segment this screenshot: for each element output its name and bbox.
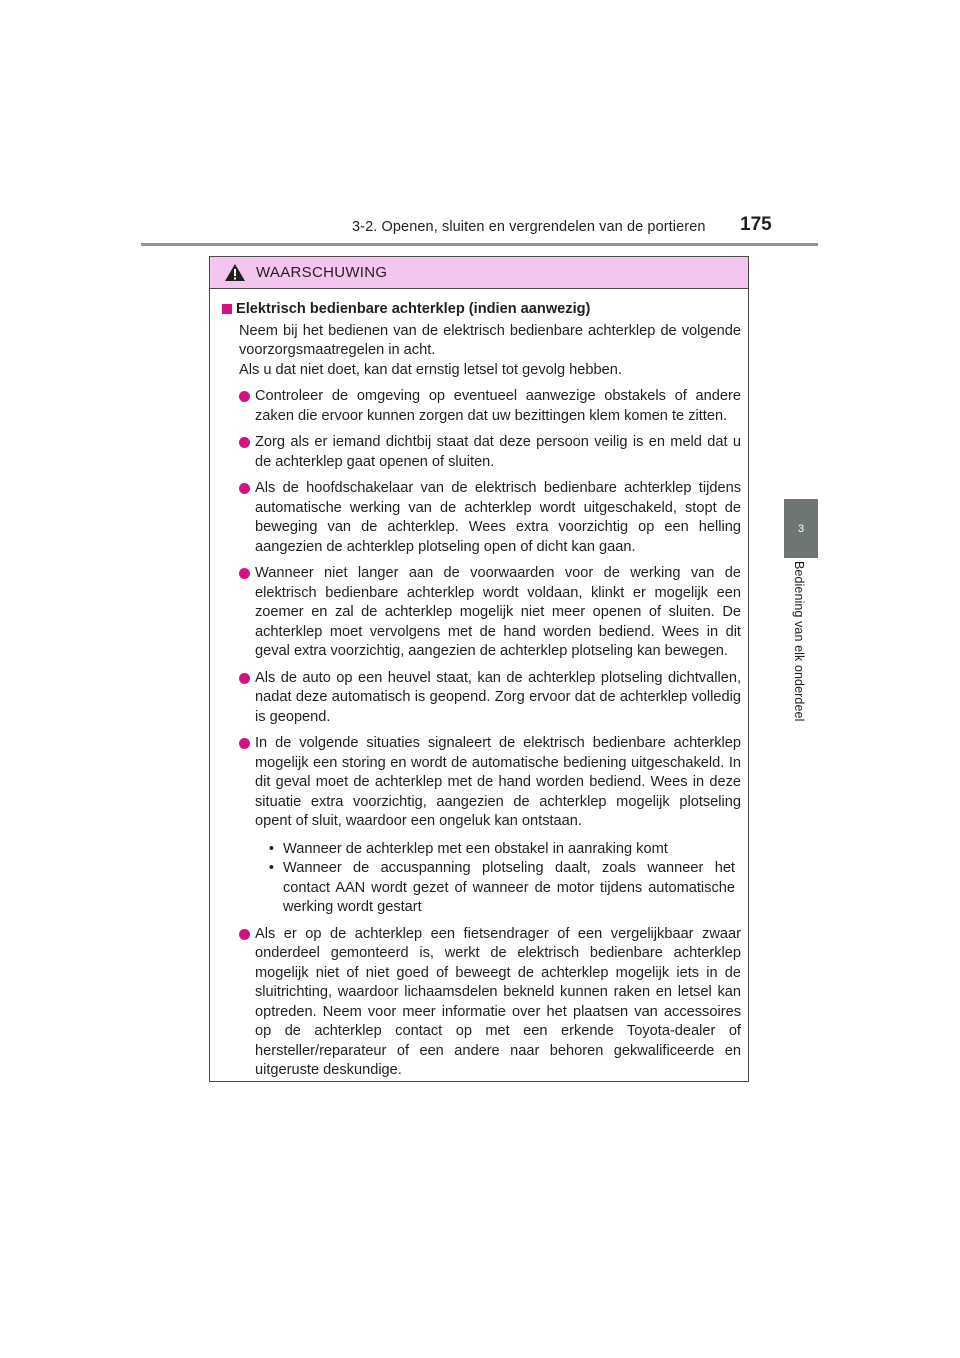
bullet-dot-icon bbox=[239, 568, 250, 579]
bullet-text: Controleer de omgeving op eventueel aanwezige obstakels of andere zaken die ervoor kunnen zorgen dat uw bezittingen klem komen te zitten. bbox=[255, 388, 741, 424]
bullet-item bbox=[221, 479, 741, 557]
chapter-tab bbox=[784, 499, 818, 558]
bullet-dot-icon bbox=[239, 483, 250, 494]
page-number: 175 bbox=[740, 214, 772, 235]
intro-paragraph: Als u dat niet doet, kan dat ernstig letsel tot gevolg hebben. bbox=[239, 361, 622, 378]
warning-title: WAARSCHUWING bbox=[256, 264, 388, 281]
warning-content bbox=[210, 289, 748, 1081]
bullet-item bbox=[221, 433, 741, 472]
bullet-text: In de volgende situaties signaleert de elektrisch bedienbare achterklep mogelijk een storing en wordt de automatische bediening uitgeschakeld. In dit geval moet de achterklep met de hand worden bediend. Wees in deze situatie extra voorzichtig, aangezien de achterklep mogelijk plotseling opent of sluit, waardoor een ongeluk kan ontstaan. bbox=[255, 735, 741, 829]
chapter-label: Bediening van elk onderdeel bbox=[792, 561, 806, 722]
chapter-number: 3 bbox=[797, 522, 805, 535]
sub-list-item bbox=[221, 840, 741, 860]
header-divider bbox=[141, 243, 818, 246]
warning-heading-text: Elektrisch bedienbare achterklep (indien aanwezig) bbox=[236, 301, 591, 317]
bullet-item bbox=[221, 387, 741, 426]
sub-list-text: Wanneer de achterklep met een obstakel in aanraking komt bbox=[283, 840, 668, 857]
bullet-text: Zorg als er iemand dichtbij staat dat deze persoon veilig is en meld dat u de achterklep gaat openen of sluiten. bbox=[255, 434, 741, 470]
bullet-dot-icon bbox=[239, 738, 250, 749]
bullet-text: Als er op de achterklep een fietsendrager of een vergelijkbaar zwaar onderdeel gemonteerd is, werkt de elektrisch bedienbare achterklep mogelijk niet of niet goed of beweegt de achterklep mogelijk iets in de sluitrichting, waardoor lichaamsdelen bekneld kunnen raken en letsel kan optreden. Neem voor meer informatie over het plaatsen van accessoires op de achterklep contact op met een erkende Toyota-dealer of hersteller/reparateur of een andere naar behoren gekwalificeerde en uitgeruste deskundige. bbox=[255, 925, 741, 1078]
sub-list-text: Wanneer de accuspanning plotseling daalt, zoals wanneer het contact AAN wordt gezet of wanneer de motor tijdens automatische werking wordt gestart bbox=[283, 860, 735, 915]
bullet-item bbox=[221, 734, 741, 832]
sub-list-item bbox=[221, 859, 741, 918]
bullet-text: Als de hoofdschakelaar van de elektrisch bedienbare achterklep tijdens automatische werking van de achterklep wordt uitgeschakeld, stopt de beweging van de achterklep. Wees extra voorzichtig op een helling aangezien de achterklep plotseling open of dicht kan gaan. bbox=[255, 480, 741, 555]
square-marker-icon bbox=[222, 304, 232, 314]
warning-box bbox=[209, 256, 749, 1082]
warning-triangle-icon bbox=[224, 263, 246, 282]
section-title: 3-2. Openen, sluiten en vergrendelen van de portieren bbox=[352, 219, 706, 235]
bullet-text: Als de auto op een heuvel staat, kan de achterklep plotseling dichtvallen, nadat deze automatisch is geopend. Zorg ervoor dat de achterklep volledig is geopend. bbox=[255, 669, 741, 725]
bullet-dot-icon bbox=[239, 391, 250, 402]
warning-header bbox=[210, 257, 748, 289]
bullet-dot-icon bbox=[239, 437, 250, 448]
sub-bullet-marker: • bbox=[268, 860, 274, 876]
bullet-item bbox=[221, 925, 741, 1081]
warning-heading bbox=[221, 300, 741, 320]
bullet-item bbox=[221, 669, 741, 728]
bullet-item bbox=[221, 564, 741, 662]
bullet-dot-icon bbox=[239, 673, 250, 684]
intro-paragraph: Neem bij het bedienen van de elektrisch bedienbare achterklep de volgende voorzorgsmaatregelen in acht. bbox=[239, 322, 741, 358]
sub-bullet-marker: • bbox=[268, 840, 274, 857]
bullet-dot-icon bbox=[239, 929, 250, 940]
bullet-text: Wanneer niet langer aan de voorwaarden voor de werking van de elektrisch bedienbare achterklep wordt voldaan, klinkt er mogelijk een zoemer en zal de achterklep mogelijk niet meer openen of sluiten. De achterklep moet vervolgens met de hand worden bediend. Wees in dit geval extra voorzichtig, aangezien de achterklep plotseling kan bewegen. bbox=[255, 565, 741, 659]
